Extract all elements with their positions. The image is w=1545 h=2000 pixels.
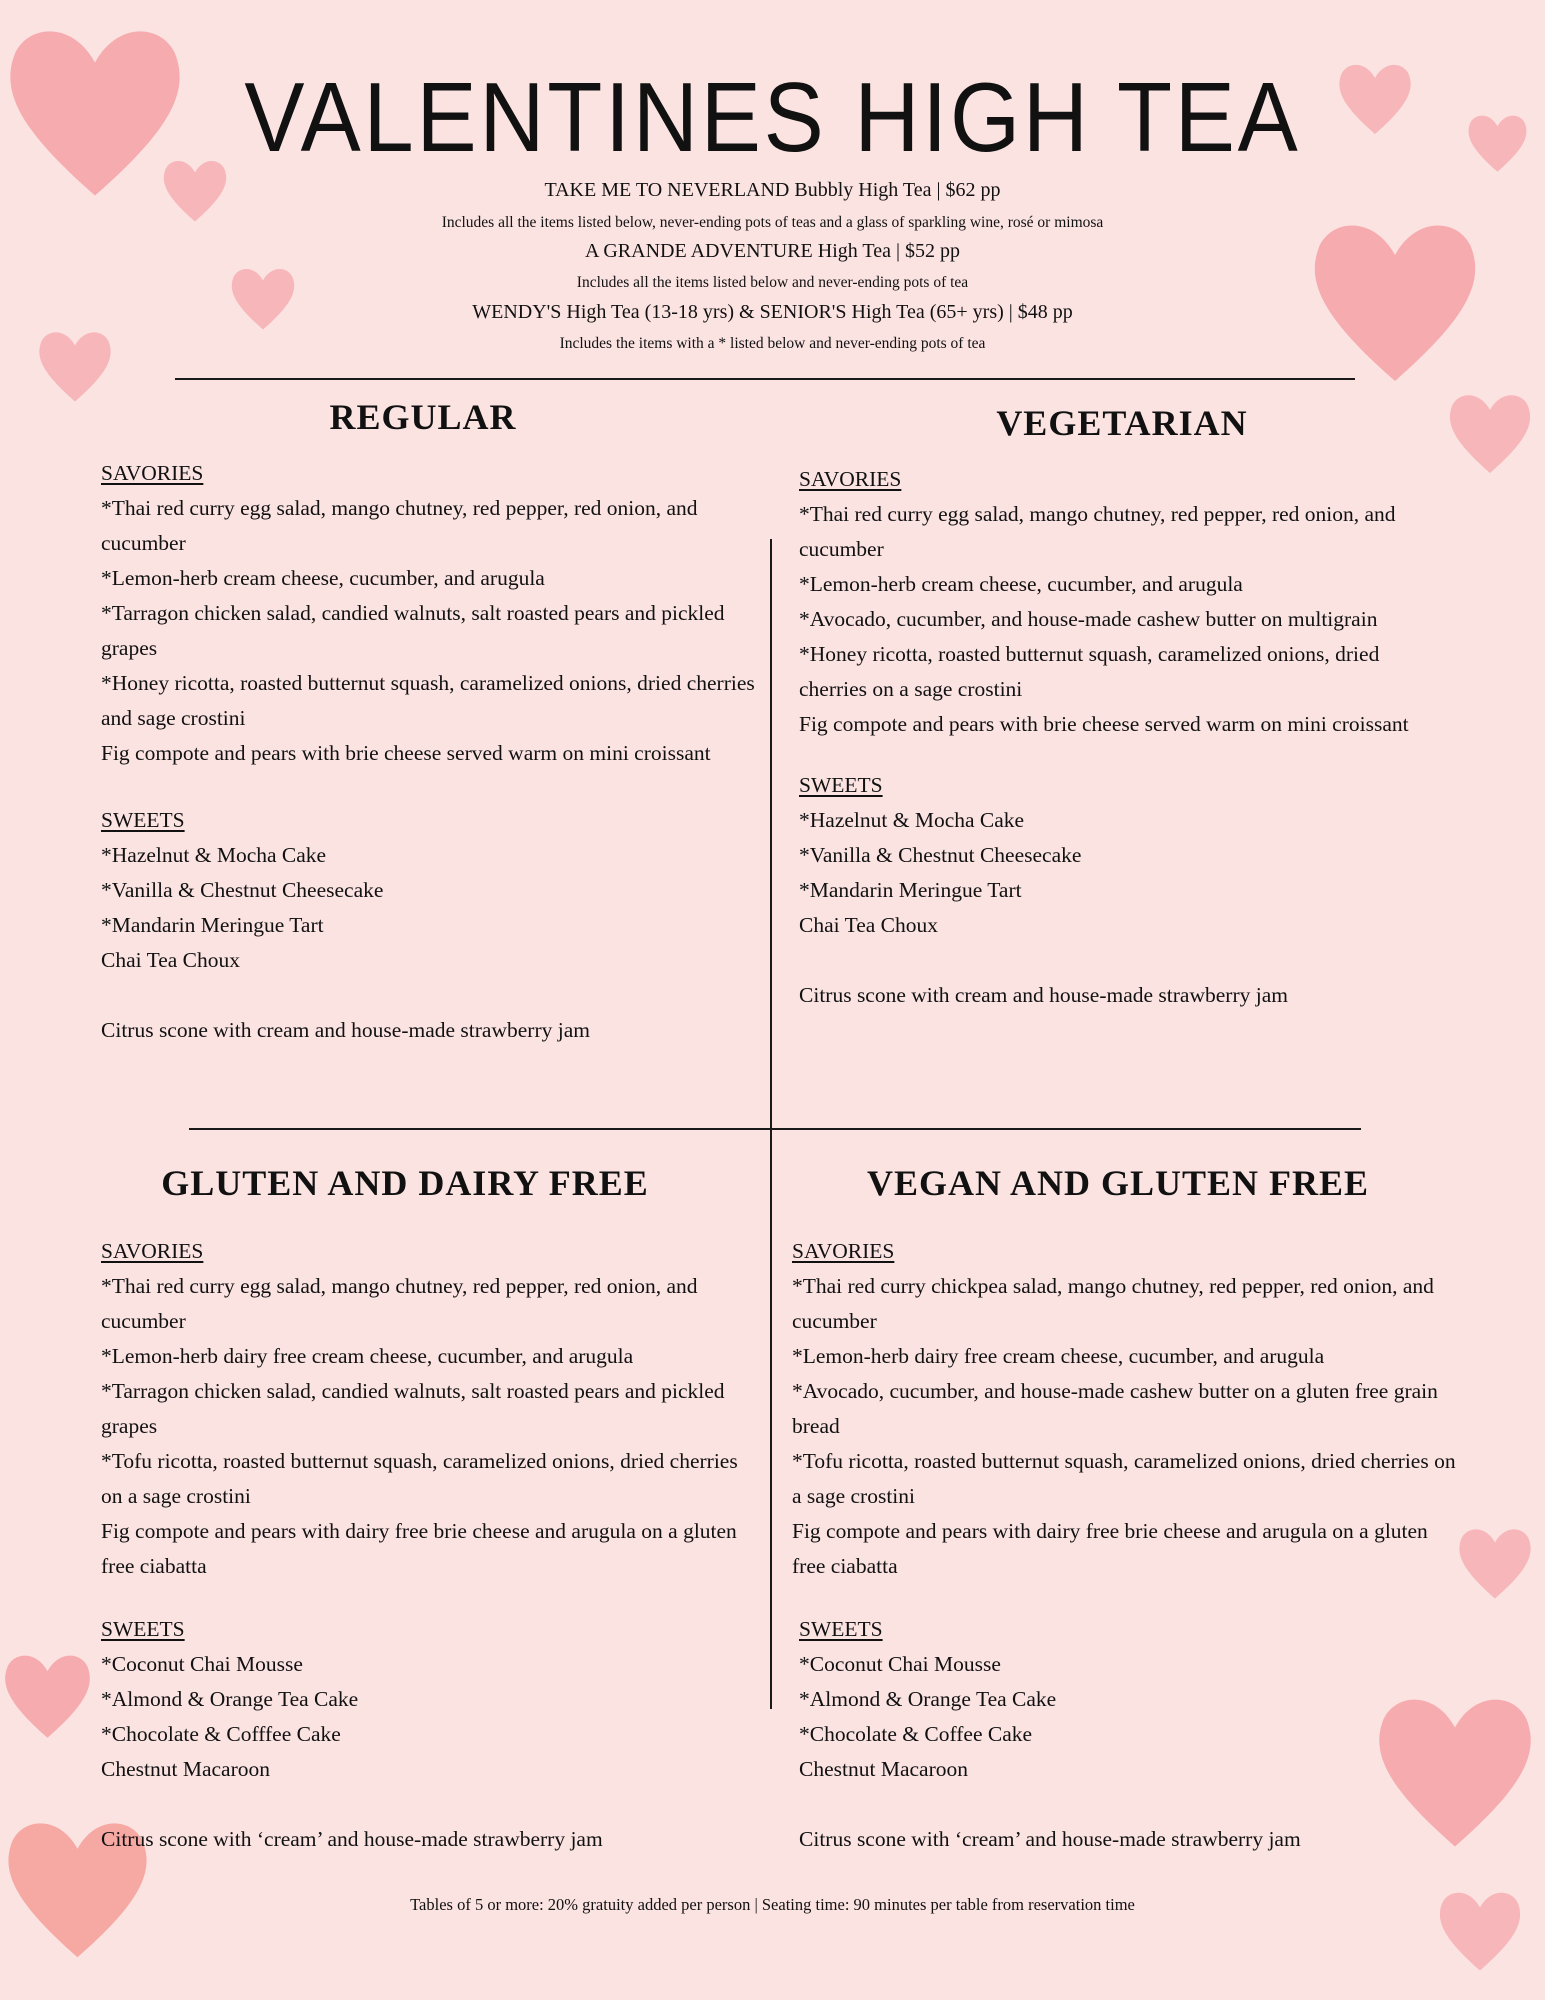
menu-item: *Mandarin Meringue Tart: [101, 913, 324, 937]
menu-item: *Vanilla & Chestnut Cheesecake: [799, 843, 1082, 867]
heart-icon: [0, 1640, 95, 1750]
menu-item-scone: Citrus scone with cream and house-made strawberry jam: [101, 1018, 590, 1042]
category-label: SAVORIES: [101, 1239, 204, 1263]
menu-item: Fig compote and pears with dairy free brie cheese and arugula on a gluten free ciabatta: [792, 1519, 1428, 1578]
section-heading-vegetarian: VEGETARIAN: [996, 403, 1248, 443]
tier-description: Includes all the items listed below and never-ending pots of tea: [576, 274, 969, 291]
menu-item: *Coconut Chai Mousse: [799, 1652, 1001, 1676]
menu-vegetarian: [799, 462, 1449, 1013]
menu-item-scone: Citrus scone with cream and house-made strawberry jam: [799, 983, 1288, 1007]
menu-item: *Tofu ricotta, roasted butternut squash, caramelized onions, dried cherries on a sage crostini: [792, 1449, 1456, 1508]
menu-item: *Chocolate & Coffee Cake: [799, 1722, 1033, 1746]
menu-item-scone: Citrus scone with ‘cream’ and house-made strawberry jam: [101, 1827, 603, 1851]
divider: [770, 539, 772, 1709]
menu-item: *Thai red curry egg salad, mango chutney, red pepper, red onion, and cucumber: [101, 496, 698, 555]
category-label: SAVORIES: [792, 1239, 895, 1263]
heart-icon: [1445, 365, 1535, 500]
menu-item: Chai Tea Choux: [799, 913, 939, 937]
menu-item-scone: Citrus scone with ‘cream’ and house-made strawberry jam: [799, 1827, 1301, 1851]
menu-item: *Thai red curry chickpea salad, mango chutney, red pepper, red onion, and cucumber: [792, 1274, 1434, 1333]
tier-name: A GRANDE ADVENTURE High Tea | $52 pp: [585, 240, 960, 262]
menu-item: Chestnut Macaroon: [799, 1757, 968, 1781]
menu-item: *Lemon-herb dairy free cream cheese, cucumber, and arugula: [792, 1344, 1325, 1368]
tier-description: Includes all the items listed below, never-ending pots of teas and a glass of sparkling wine, rosé or mimosa: [441, 214, 1104, 231]
section-heading-regular: REGULAR: [329, 397, 517, 437]
menu-item: *Lemon-herb dairy free cream cheese, cucumber, and arugula: [101, 1344, 634, 1368]
menu-vegan-gluten-free: [792, 1234, 1462, 1857]
category-label: SWEETS: [799, 1617, 883, 1641]
menu-item: *Avocado, cucumber, and house-made cashew butter on multigrain: [799, 607, 1378, 631]
category-label: SAVORIES: [101, 461, 204, 485]
divider: [175, 378, 1355, 380]
heart-icon: [1455, 1505, 1535, 1620]
menu-item: *Lemon-herb cream cheese, cucumber, and arugula: [799, 572, 1243, 596]
section-heading-gluten-dairy-free: GLUTEN AND DAIRY FREE: [161, 1163, 649, 1203]
menu-item: *Chocolate & Cofffee Cake: [101, 1722, 341, 1746]
menu-item: *Tofu ricotta, roasted butternut squash, caramelized onions, dried cherries on a sage crostini: [101, 1449, 738, 1508]
page-title: VALENTINES HIGH TEA: [244, 62, 1301, 172]
menu-item: *Honey ricotta, roasted butternut squash, caramelized onions, dried cherries and sage crostini: [101, 671, 755, 730]
menu-item: *Vanilla & Chestnut Cheesecake: [101, 878, 384, 902]
menu-item: *Hazelnut & Mocha Cake: [799, 808, 1025, 832]
menu-regular: [101, 456, 761, 1048]
menu-gluten-dairy-free: [101, 1234, 761, 1857]
menu-item: *Tarragon chicken salad, candied walnuts, salt roasted pears and pickled grapes: [101, 601, 725, 660]
heart-icon: [1435, 1865, 1525, 1995]
menu-item: *Coconut Chai Mousse: [101, 1652, 303, 1676]
menu-item: *Thai red curry egg salad, mango chutney, red pepper, red onion, and cucumber: [101, 1274, 698, 1333]
menu-item: *Avocado, cucumber, and house-made cashew butter on a gluten free grain bread: [792, 1379, 1438, 1438]
menu-item: *Almond & Orange Tea Cake: [101, 1687, 359, 1711]
divider: [189, 1128, 1361, 1130]
menu-item: *Almond & Orange Tea Cake: [799, 1687, 1057, 1711]
menu-item: *Thai red curry egg salad, mango chutney, red pepper, red onion, and cucumber: [799, 502, 1396, 561]
category-label: SWEETS: [799, 773, 883, 797]
menu-item: Chai Tea Choux: [101, 948, 241, 972]
tier-description: Includes the items with a * listed below and never-ending pots of tea: [559, 335, 986, 352]
category-label: SAVORIES: [799, 467, 902, 491]
category-label: SWEETS: [101, 808, 185, 832]
tier-name: TAKE ME TO NEVERLAND Bubbly High Tea | $62 pp: [544, 179, 1001, 201]
menu-item: Fig compote and pears with brie cheese served warm on mini croissant: [799, 712, 1409, 736]
menu-item: *Mandarin Meringue Tart: [799, 878, 1022, 902]
menu-item: Fig compote and pears with dairy free brie cheese and arugula on a gluten free ciabatta: [101, 1519, 737, 1578]
menu-item: Fig compote and pears with brie cheese served warm on mini croissant: [101, 741, 711, 765]
menu-item: *Lemon-herb cream cheese, cucumber, and arugula: [101, 566, 545, 590]
footer-note: Tables of 5 or more: 20% gratuity added per person | Seating time: 90 minutes per table from reservation time: [410, 1895, 1135, 1914]
menu-item: *Tarragon chicken salad, candied walnuts, salt roasted pears and pickled grapes: [101, 1379, 725, 1438]
category-label: SWEETS: [101, 1617, 185, 1641]
menu-item: *Honey ricotta, roasted butternut squash, caramelized onions, dried cherries on a sage crostini: [799, 642, 1380, 701]
menu-item: *Hazelnut & Mocha Cake: [101, 843, 327, 867]
menu-item: Chestnut Macaroon: [101, 1757, 270, 1781]
section-heading-vegan-gluten-free: VEGAN AND GLUTEN FREE: [866, 1163, 1370, 1203]
tier-name: WENDY'S High Tea (13-18 yrs) & SENIOR'S High Tea (65+ yrs) | $48 pp: [472, 301, 1073, 323]
